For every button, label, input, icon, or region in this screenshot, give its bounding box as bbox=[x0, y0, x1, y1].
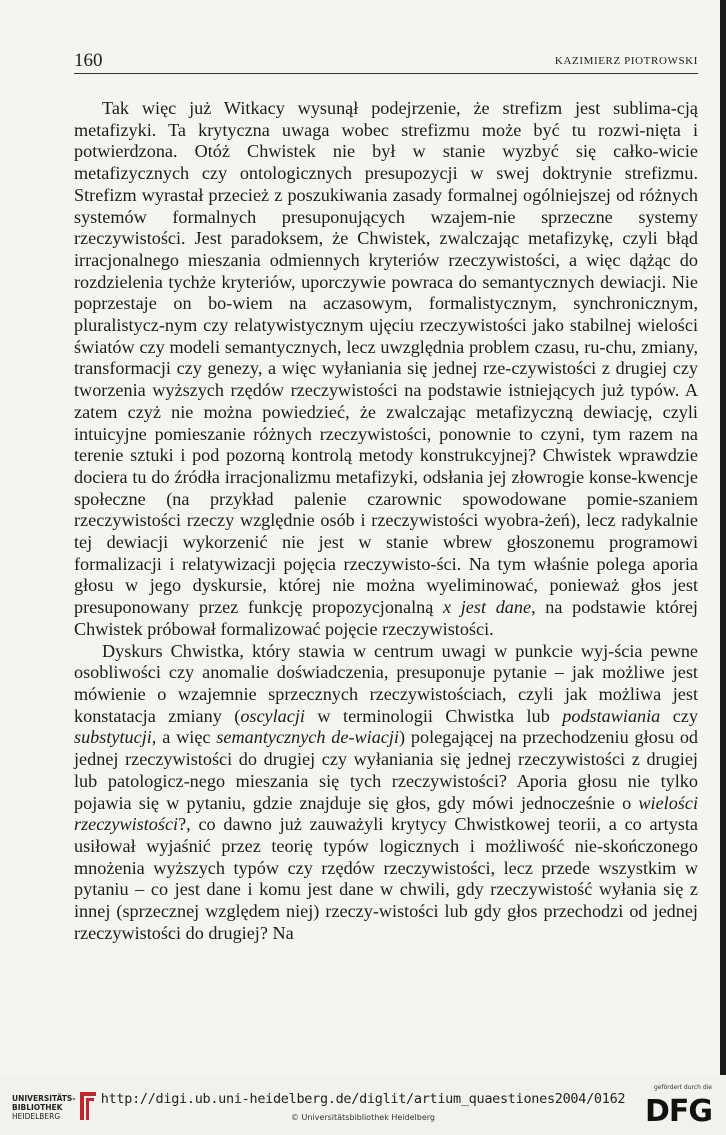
funder-note: gefördert durch die bbox=[654, 1084, 712, 1091]
library-line: BIBLIOTHEK bbox=[12, 1103, 63, 1112]
italic-run: substytucji bbox=[74, 727, 152, 748]
paragraph bbox=[74, 641, 698, 945]
library-line: UNIVERSITÄTS- bbox=[12, 1094, 76, 1103]
text-run: Dyskurs Chwistka, który stawia w centrum uwagi w punkcie wyj-ścia pewne osobliwości czy anomalie doświadczenia, presuponuje pytanie – jak możliwe jest mówienie o wzajemnie sprzecznych rzeczywistościach, czyli jak możliwa jest konstatacja zmiany ( bbox=[74, 640, 698, 726]
text-run: w terminologii Chwistka lub bbox=[304, 705, 563, 726]
text-run: , a więc bbox=[151, 727, 217, 748]
page-header bbox=[74, 50, 698, 72]
page-number: 160 bbox=[74, 50, 103, 71]
italic-run: semantycznych de-wiacji bbox=[216, 727, 399, 748]
library-line: HEIDELBERG bbox=[12, 1112, 61, 1121]
paragraph bbox=[74, 98, 698, 641]
text-run: Tak więc już Witkacy wysunął podejrzenie, że strefizm jest sublima-cją metafizyki. Ta krytyczna uwaga wobec strefizmu może być tu rozwi-nięta i potwierdzona. Otóż Chwistek nie był w stanie wyzbyć się całko-wicie metafizycznych czy ontologicznych presupozycji w swej doktrynie strefizmu. Strefizm wyrastał przecież z poszukiwania zasady formalnej ogólniejszej od różnych systemów formalnych presuponujących wzajem-nie sprzeczne systemy rzeczywistości. Jest paradoksem, że Chwistek, zwalczając metafizykę, czyli błąd irracjonalnego mieszania odmiennych kryteriów rzeczywistości, a więc dążąc do rozdzielenia tychże kryteriów, uporczywie powraca do semantycznych dewiacji. Nie poprzestaje on bo-wiem na aczasowym, formalistycznym, synchronicznym, pluralistycz-nym czy relatywistycznym ujęciu rzeczywistości jako stabilnej wielości światów czy modeli semantycznych, lecz uwzględnia problem czasu, ru-chu, zmiany, transformacji czy genezy, a więc wyłaniania się jednej rze-czywistości z drugiej czy tworzenia wyższych rzędów rzeczywistości na podstawie istniejących już typów. A zatem czyż nie można powiedzieć, że zwalczając metafizyczną dewiację, czyli intuicyjne pomieszanie różnych rzeczywistości, ponownie to czyni, tym razem na terenie sztuki i pod pozorną kontrolą metody konstrukcyjnej? Chwistek wprawdzie dociera tu do źródła irracjonalizmu metafizyki, odsłania jej złowrogie konse-kwencje społeczne (na przykład palenie czarownic spowodowane pomie-szaniem rzeczywistości rzeczy względnie osób i rzeczywistości wyobra-żeń), lecz radykalnie tej dewiacji wykorzenić nie jest w stanie wbrew głoszonemu programowi formalizacji i relatywizacji pojęcia rzeczywisto-ści. Na tym właśnie polega aporia głosu w jego dyskursie, której nie można wyeliminować, ponieważ głos jest presuponowany przez funkcję propozycjonalną bbox=[74, 98, 698, 618]
italic-run: wielości rzeczywistości bbox=[74, 792, 698, 835]
text-run: ) polegającej na przechodzeniu głosu od jednej rzeczywistości do drugiej czy wyłaniania się jednej rzeczywistości z drugiej lub patologicz-nego mieszania się tych rzeczywistości? Aporia głosu nie tylko pojawia się w pytaniu, gdzie znajduje się głos, gdy mówi jednocześnie o bbox=[74, 727, 699, 813]
italic-run: x jest dane bbox=[443, 597, 532, 618]
text-run: , na podstawie której Chwistek próbował formalizować pojęcie rzeczywistości. bbox=[74, 597, 698, 639]
page-edge bbox=[720, 0, 726, 1075]
text-run: czy bbox=[660, 705, 698, 726]
italic-run: podstawiania bbox=[562, 705, 661, 726]
footer bbox=[0, 1080, 726, 1135]
text-run: ?, co dawno już zauważyli krytycy Chwistkowej teorii, a co artysta usiłował wyjaśnić przez teorię typów logicznych i możliwość nie-skończonego mnożenia wyższych typów czy rzędów rzeczywistości, lecz przede wszystkim w pytaniu – co jest dane i komu jest dane w chwili, gdy rzeczywistość wyłania się z innej (sprzecznej względem niej) rzeczy-wistości lub gdy głos przechodzi od jednej rzeczywistości do drugiej? Na bbox=[74, 814, 698, 943]
running-head: KAZIMIERZ PIOTROWSKI bbox=[554, 55, 698, 67]
header-rule bbox=[74, 73, 698, 74]
italic-run: oscylacji bbox=[240, 705, 305, 726]
copyright-notice: © Universitätsbibliothek Heidelberg bbox=[290, 1113, 435, 1122]
body-text bbox=[74, 98, 698, 944]
source-url-link[interactable]: http://digi.ub.uni-heidelberg.de/diglit/artium_quaestiones2004/0162 bbox=[100, 1091, 626, 1107]
dfg-logo: DFG bbox=[644, 1094, 712, 1129]
